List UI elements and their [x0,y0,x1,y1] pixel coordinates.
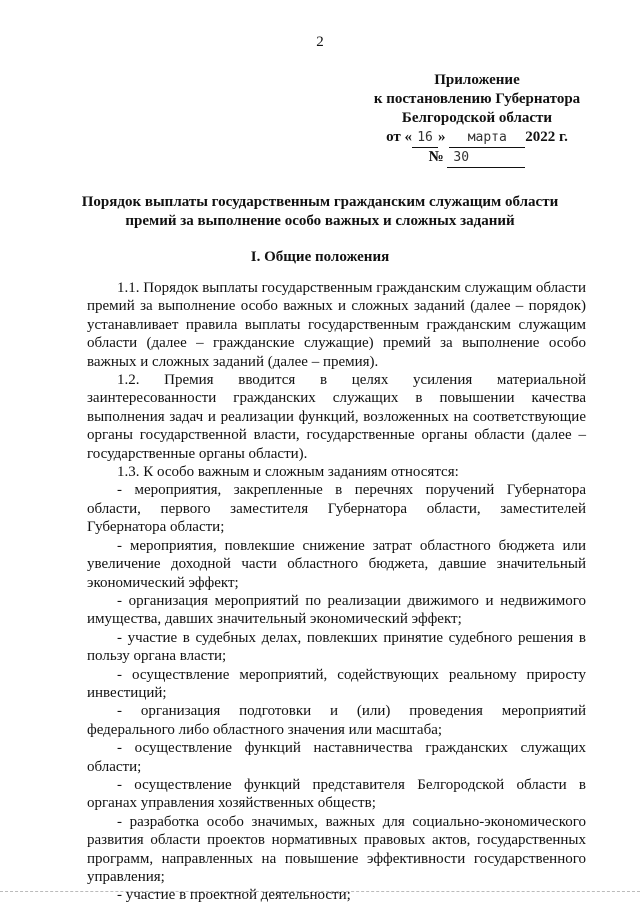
date-month: марта [449,128,525,148]
list-item: - осуществление мероприятий, содействующих реальному приросту инвестиций; [87,666,586,701]
number-value: 30 [447,148,525,168]
list-item: - организация мероприятий по реализации движимого и недвижимого имущества, давших значительный экономический эффект; [87,592,586,628]
section-heading: I. Общие положения [250,249,390,265]
scan-edge-divider [0,891,640,894]
list-item: - участие в судебных делах, повлекших принятие судебного решения в пользу органа власти; [87,629,586,665]
title-line-2: премий за выполнение особо важных и сложных заданий [125,213,515,229]
paragraph: 1.3. К особо важным и сложным заданиям относятся: [117,464,459,481]
paragraph: 1.2. Премия вводится в целях усиления материальной заинтересованности гражданских служащих в повышении качества выполнения задач и реализации функций, возложенных на соответствующие органы государственной власти, государственные органы области (далее – государственные органы области). [87,372,586,462]
list-item: - мероприятия, повлекшие снижение затрат областного бюджета или увеличение доходной части областного бюджета, давшие значительный экономический эффект; [87,537,586,591]
list-item: - осуществление функций представителя Белгородской области в органах управления хозяйственных обществ; [87,776,586,812]
appendix-number [352,148,602,168]
appendix-block [352,71,602,168]
appendix-date [352,128,602,148]
appendix-label: Приложение [434,72,520,88]
appendix-region: Белгородской области [401,110,553,126]
list-item: - участие в проектной деятельности; [117,887,351,904]
document-body [87,279,586,905]
title-line-1: Порядок выплаты государственным гражданским служащим области [81,194,559,210]
list-item: - разработка особо значимых, важных для социально-экономического развития области проектов нормативных правовых актов, государственных программ, направленных на повышение эффективности государственного управления; [87,813,586,885]
page-number: 2 [316,34,324,50]
paragraph: 1.1. Порядок выплаты государственным гражданским служащим области премий за выполнение особо важных и сложных заданий (далее – порядок) устанавливает правила выплаты государственным гражданским служащим области (далее – гражданские служащие) премий за выполнение особо важных и сложных заданий (далее – премия). [87,280,586,370]
list-item: - организация подготовки и (или) проведения мероприятий федерального либо областного значения или масштаба; [87,703,586,738]
date-day: 16 [412,128,438,148]
number-label: № [428,149,444,165]
document-title [60,193,580,231]
date-prefix: от « [386,129,413,145]
date-year: 2022 г. [525,129,568,145]
list-item: - осуществление функций наставничества гражданских служащих области; [87,740,586,775]
date-mid: » [438,129,446,145]
appendix-resolution: к постановлению Губернатора [373,91,581,107]
list-item: - мероприятия, закрепленные в перечнях поручений Губернатора области, первого заместителя Губернатора области, заместителей Губернатора области; [87,482,586,536]
